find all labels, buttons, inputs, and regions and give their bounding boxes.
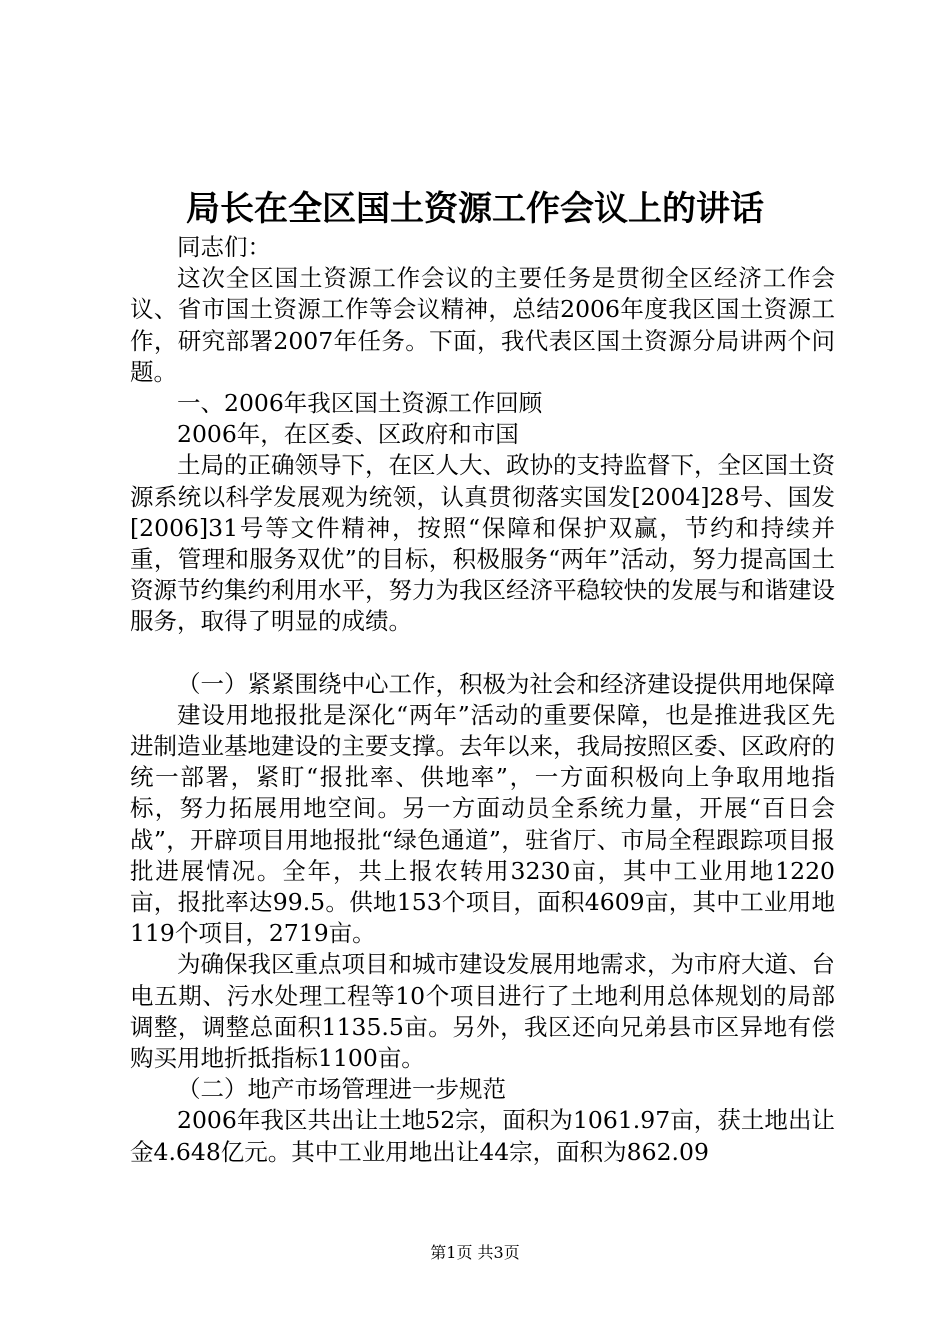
salutation: 同志们： (177, 233, 271, 261)
page-footer: 第1页 共3页 (430, 1243, 520, 1262)
document-body (130, 232, 835, 1168)
document-title: 局长在全区国土资源工作会议上的讲话 (186, 189, 764, 229)
section-heading-1: 一、2006年我区国土资源工作回顾 (177, 389, 543, 418)
paragraph-review-lead: 2006年，在区委、区政府和市国 (177, 420, 519, 449)
paragraph-gap (130, 638, 835, 669)
paragraph-land-market: 2006年我区共出让土地52宗，面积为1061.97亩，获土地出让金4.648亿元。其中工业用地出让44宗，面积为862.09 (130, 1106, 835, 1166)
subsection-heading-2: （二）地产市场管理进一步规范 (177, 1075, 506, 1104)
paragraph-review: 土局的正确领导下，在区人大、政协的支持监督下，全区国土资源系统以科学发展观为统领，认真贯彻落实国发[2004]28号、国发[2006]31号等文件精神，按照“保障和保护双赢，节约和持续并重，管理和服务双优”的目标，积极服务“两年”活动，努力提高国土资源节约集约利用水平，努力为我区经济平稳较快的发展与和谐建设服务，取得了明显的成绩。 (130, 451, 835, 636)
paragraph-planning-adjustment: 为确保我区重点项目和城市建设发展用地需求，为市府大道、台电五期、污水处理工程等10个项目进行了土地利用总体规划的局部调整，调整总面积1135.5亩。另外，我区还向兄弟县市区异地有偿购买用地折抵指标1100亩。 (130, 950, 835, 1073)
subsection-heading-1: （一）紧紧围绕中心工作，积极为社会和经济建设提供用地保障 (177, 669, 835, 698)
paragraph-land-approval: 建设用地报批是深化“两年”活动的重要保障，也是推进我区先进制造业基地建设的主要支撑。去年以来，我局按照区委、区政府的统一部署，紧盯“报批率、供地率”，一方面积极向上争取用地指标，努力拓展用地空间。另一方面动员全系统力量，开展“百日会战”，开辟项目用地报批“绿色通道”，驻省厅、市局全程跟踪项目报批进展情况。全年，共上报农转用3230亩，其中工业用地1220亩，报批率达99.5。供地153个项目，面积4609亩，其中工业用地119个项目，2719亩。 (130, 700, 835, 948)
paragraph-intro: 这次全区国土资源工作会议的主要任务是贯彻全区经济工作会议、省市国土资源工作等会议精神，总结2006年度我区国土资源工作，研究部署2007年任务。下面，我代表区国土资源分局讲两个问题。 (130, 264, 835, 386)
